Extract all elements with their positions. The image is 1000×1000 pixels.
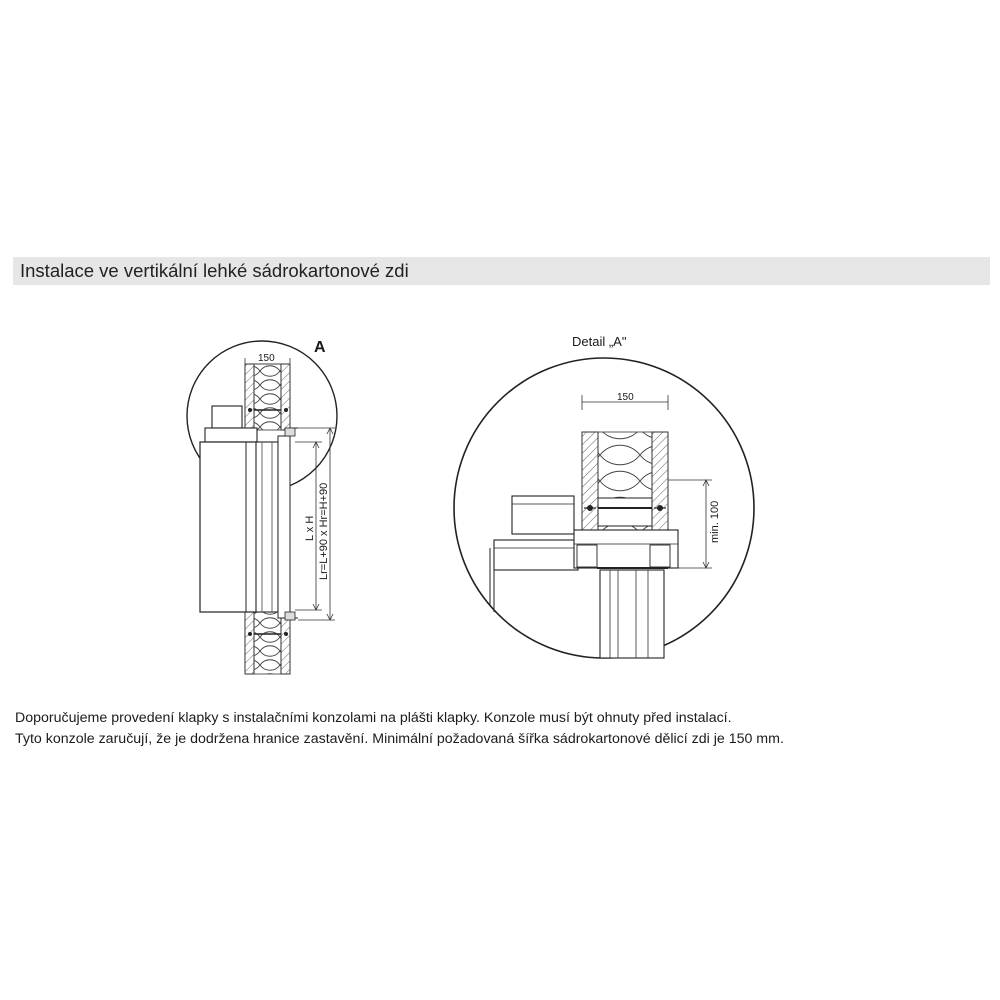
dim-outer-label: Lr=L+90 x Hr=H+90 xyxy=(318,482,330,580)
left-height-dimensions xyxy=(295,428,335,620)
caption-line-1: Doporučujeme provedení klapky s instalačními konzolami na plášti klapky. Konzole musí být ohnuty před instalací. xyxy=(15,710,732,726)
detail-width-dim-label: 150 xyxy=(617,392,634,403)
callout-letter: A xyxy=(314,339,326,356)
detail-a-view xyxy=(454,334,754,658)
left-width-dim-label: 150 xyxy=(258,353,275,364)
caption xyxy=(15,708,784,750)
wall-lower xyxy=(245,612,290,674)
damper-body xyxy=(200,406,298,620)
section-title: Instalace ve vertikální lehké sádrokartonové zdi xyxy=(20,260,409,281)
left-section-view xyxy=(187,339,337,674)
detail-title: Detail „A" xyxy=(572,334,627,349)
min-dim-label: min. 100 xyxy=(709,500,721,543)
dim-inner-label: L x H xyxy=(304,515,316,541)
detail-wall xyxy=(582,432,668,530)
wall-upper xyxy=(245,364,290,430)
caption-line-2: Tyto konzole zaručují, že je dodržena hranice zastavění. Minimální požadovaná šířka sádrokartonové dělicí zdi je 150 mm. xyxy=(15,731,784,747)
